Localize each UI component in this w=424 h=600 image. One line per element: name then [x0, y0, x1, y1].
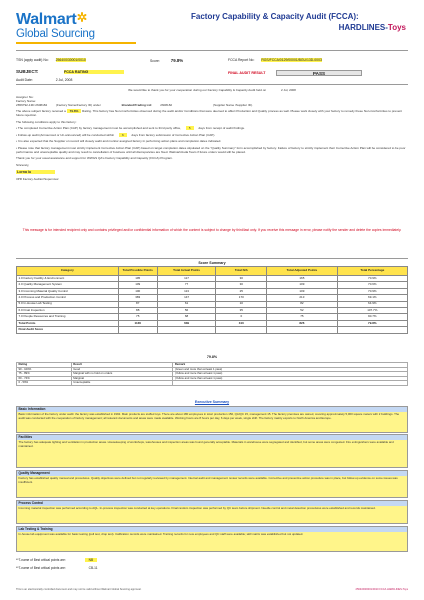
table-cell: 195 [118, 276, 157, 282]
legend-cell: Remark [173, 363, 408, 368]
tsn-row [16, 58, 86, 62]
letter-intro-row [16, 88, 408, 92]
legend-cell: (Green and more than at least 1 pass) [173, 367, 408, 372]
table-cell: 30 [216, 276, 267, 282]
table-cell: 113 [157, 288, 216, 294]
table-cell: 77 [157, 282, 216, 288]
summary-section-heading: Process Control [17, 501, 407, 506]
score-summary-title: Score Summary [198, 261, 226, 265]
table-cell: 61 [157, 301, 216, 307]
table-cell: 52 [267, 307, 337, 313]
report-no-label: FCCA Report No: [228, 58, 255, 62]
table-cell: 165 [267, 276, 337, 282]
final-result-label: FINAL AUDIT RESULT [228, 71, 266, 75]
table-cell: 64.9% [337, 301, 407, 307]
walmart-global-sourcing-logo [16, 12, 166, 44]
final-score-row [17, 327, 408, 333]
legend-body [17, 363, 408, 386]
condition-3: • It is also expected that the Supplier on record will closely audit and monitor assigned factory in performing action plans and completion dates indicated. [16, 139, 222, 143]
table-cell: 2.0 Quality Management System [17, 282, 119, 288]
legend-cell [173, 381, 408, 386]
col-header: Category [17, 267, 119, 276]
table-cell: 25 [216, 288, 267, 294]
critical-points-value: CB-11 [88, 566, 98, 570]
legend-cell: Marginal with no hold on orders [71, 372, 173, 377]
score-value: 79.8% [170, 58, 184, 63]
subject-label: SUBJECT: [16, 69, 39, 74]
overall-score: 79.8% [206, 355, 218, 359]
critical-points-row-2 [16, 566, 101, 570]
conditions-intro: The following conditions apply to this factory: [16, 119, 77, 124]
summary-section [16, 500, 408, 524]
table-cell: 7.0 People Resources and Training [17, 314, 119, 320]
assigner-row [16, 95, 408, 107]
summary-section-body: The factory has adequate lighting and ventilation in production areas. Housekeeping of workshops, warehouses and inspection areas was found generally acceptable. Materials in warehouse were segregated and identified, but some areas were congested. Fire extinguishers were available and maintained. [17, 440, 407, 468]
table-cell [157, 327, 216, 333]
legend-cell: 90 - 100% [17, 367, 72, 372]
subtitle-toys: Toys [387, 23, 406, 32]
factory-id2: 2608182 [160, 102, 173, 107]
table-cell [337, 327, 407, 333]
summary-section-body: Basic information of the factory under audit: the factory was established in 1992. Main products are stuffed toys. There are about 180 employees in total: production 150, QA/QC 15, management 15. The factory premises are owned, covering approximately 5,000 square meters with 2 buildings. The audit was conducted with the cooperation of factory management; all relevant documents and areas were made available. Working hours are 8 hours per day, 6 days per week, single shift. The factory mainly exports to North America and Europe. [17, 412, 407, 433]
summary-section-body: Incoming material inspection was performed according to AQL. In-process inspection was conducted at key operations. Final random inspection was performed by QC team before shipment. Needle control and metal detection procedures were established and records maintained. [17, 506, 407, 524]
critical-points-label: **T-name of Best critical points are: [16, 558, 66, 562]
table-cell: 109 [267, 288, 337, 294]
legend-cell: 75 - 89% [17, 372, 72, 377]
table-cell: 213 [267, 295, 337, 301]
signer-name [16, 170, 408, 174]
supplier-label: (Supplier Name /Supplier ID). [213, 102, 253, 107]
rating-legend-table [16, 362, 408, 386]
assigner-label: Assigner No: [16, 94, 34, 99]
condition-1 [16, 126, 408, 130]
table-cell [267, 327, 337, 333]
report-no-row [228, 58, 322, 62]
critical-points-row-1 [16, 558, 97, 562]
summary-section-heading: Basic Information [17, 407, 407, 412]
report-subtitle [339, 23, 406, 33]
table-cell: 0 [216, 314, 267, 320]
legend-cell: Result [71, 363, 173, 368]
logo-subtitle: Global Sourcing [16, 28, 95, 40]
table-cell: 75 [118, 314, 157, 320]
table-cell: 79.8% [337, 320, 407, 326]
table-cell: 639 [157, 320, 216, 326]
factory-brand: Branded/Trading Ltd [121, 102, 152, 107]
table-cell: 69.1% [337, 295, 407, 301]
condition-2-tail: days from factory submission of Corrective Action Plan (CAP). [131, 132, 216, 137]
col-header: Total Percentage [337, 267, 407, 276]
subject-value: FCCA RATING [64, 70, 124, 74]
summary-section-heading: Facilities [17, 435, 407, 440]
score-table-header [17, 267, 408, 276]
summary-section-heading: Lab Testing & Training [17, 527, 407, 532]
summary-section [16, 406, 408, 433]
table-cell: 56 [157, 307, 216, 313]
signer-name-text: Lorna lu [16, 170, 55, 174]
table-cell: 170 [216, 295, 267, 301]
score-table-body [17, 276, 408, 334]
table-cell: 5.0 In-House Lab Testing [17, 301, 119, 307]
factory-id-desc: (Factory Name/Factory ID) under [56, 102, 101, 107]
walmart-spark-icon [77, 12, 87, 22]
final-result-value: PASS [276, 70, 362, 76]
table-cell: 82 [267, 301, 337, 307]
logo-word: Walmart [16, 11, 77, 28]
table-cell: 107.7% [337, 307, 407, 313]
confidentiality-note: This message is for intended recipient only and contains privileged and/or confidential information of which the content is subject to change by third/last only. If you receive this message in error, please notify the sender and delete the copies immediately. [22, 228, 402, 232]
table-cell: 70.6% [337, 282, 407, 288]
tsn-label: TSN (apply audit) No: [16, 58, 49, 62]
summary-section-body: Factory has established quality manual and procedures. Quality objectives were defined but not regularly reviewed by management. Internal audit and management review records were available. Corrective and preventive action procedure was in place, but follow-up evidence on some issues was insufficient. [17, 476, 407, 498]
header [16, 10, 408, 48]
score-label: Score: [150, 59, 160, 63]
final-score-label: Final Audit Score [17, 327, 119, 333]
rating-score: 79.8% [67, 109, 82, 113]
page-footer [16, 588, 408, 591]
executive-summary-title: Executive Summary [194, 400, 230, 404]
letter-date: 2 Jul, 2008 [280, 88, 296, 92]
critical-points-value: NB [85, 558, 97, 562]
condition-4: • Please note that factory management must strictly implement Corrective Action Plan (CAP) based on target completion dates stipulated on the "Quality Summary" form accomplished by factory. Failure of factory to strictly implement their Corrective Action Plan will be considered to be poor performance and unacceptable quality and may result to cancellation of business until all discrepancies are fixed. Walmart/Asda Team if future orders would still be placed. [16, 145, 406, 154]
table-cell: 30 [216, 282, 267, 288]
table-cell: 100 [118, 288, 157, 294]
table-cell: 35 [216, 307, 267, 313]
summary-section [16, 470, 408, 498]
logo-underline [16, 42, 136, 44]
legend-cell: Marginal [71, 376, 173, 381]
table-cell: 88 [118, 307, 157, 313]
legend-cell: Unacceptable [71, 381, 173, 386]
legend-cell: (Yellow and more than at least 1 pass) [173, 372, 408, 377]
subtitle-main: HARDLINES- [338, 23, 388, 32]
table-cell: 109 [267, 282, 337, 288]
legend-row [17, 381, 408, 386]
summary-section-body: In-house lab equipment was available for basic testing (pull test, drop test). Calibration records were maintained. Training records for new employees and QC staff were available; skill matrix was established but not updated. [17, 532, 407, 552]
condition-1-tail: days from receipt of audit findings. [198, 126, 245, 130]
col-header: Total N/A [216, 267, 267, 276]
factory-ids: 2656792-13D 2608182 [16, 102, 48, 107]
condition-1-text: • The completed Corrective Action Plan (CAP) by factory management must be accomplished and sent to third party office, [16, 126, 182, 130]
rating-prefix: The above subject factory received a [16, 109, 66, 113]
rating-suffix: Rating. This factory has Non-Conformities observed during the audit and/or Conditions that were deemed to affect Production and Quality process as well. Please work closely with your factory to remedy these Non-Conformities to prevent future rejection. [16, 109, 402, 117]
report-no-value: RGS/FCCA/0129/00001/BGU/13D-0003 [261, 58, 322, 62]
letter-body [16, 88, 408, 183]
table-cell: 147 [157, 295, 216, 301]
table-cell: 4.0 Process and Production Control [17, 295, 119, 301]
table-cell [216, 327, 267, 333]
condition-2 [16, 133, 408, 137]
sincerely: Sincerely, [16, 163, 30, 167]
table-cell: Total Points [17, 320, 119, 326]
table-cell [118, 327, 157, 333]
condition-2-text: • Follow-up audit (Announced or Un-announced) will be conducted within [16, 132, 115, 137]
legend-cell: Good [71, 367, 173, 372]
table-cell: 70.9% [337, 288, 407, 294]
footer-left: This is an electronically controlled document and may not be valid without Walmart Global Sourcing approval. [16, 588, 142, 591]
table-cell: 87 [118, 301, 157, 307]
factory-name-label: Factory Name: [16, 98, 36, 103]
legend-cell: Rating [17, 363, 72, 368]
legend-cell: (Yellow and more than at least 1 pass) [173, 376, 408, 381]
table-cell: 10 [216, 301, 267, 307]
score-row [150, 58, 183, 64]
col-header: Total Possible Points [118, 267, 157, 276]
tsn-value: 2564/0030001/0010 [55, 58, 86, 62]
table-cell: 75 [267, 314, 337, 320]
table-cell: 109 [118, 282, 157, 288]
signer-title: 3PR Factory Auditor/Supervisor [16, 176, 59, 181]
legend-cell: 60 - 74% [17, 376, 72, 381]
table-cell: 6.0 Final Inspection [17, 307, 119, 313]
table-cell: 70.9% [337, 276, 407, 282]
critical-points-label: **T-name of Best critical points are: [16, 566, 66, 570]
legend-cell: 0 - 59% [17, 381, 72, 386]
table-cell: 90.7% [337, 314, 407, 320]
summary-section [16, 526, 408, 552]
summary-section [16, 434, 408, 468]
table-cell: 310 [216, 320, 267, 326]
table-cell: 1136 [118, 320, 157, 326]
col-header: Total Actual Points [157, 267, 216, 276]
table-cell: 826 [267, 320, 337, 326]
rating-paragraph [16, 109, 408, 117]
table-cell: 1.0 Factory Facility & Environment [17, 276, 119, 282]
summary-section-heading: Quality Management [17, 471, 407, 476]
score-summary-table [16, 266, 408, 334]
table-cell: 383 [118, 295, 157, 301]
condition-2-days: 6 [119, 133, 127, 137]
table-cell: 68 [157, 314, 216, 320]
condition-1-days: 5 [186, 126, 194, 130]
table-cell: 3.0 Incoming Material Quality Control [17, 288, 119, 294]
audit-date-row [16, 78, 72, 82]
report-title: Factory Capability & Capacity Audit (FCCA): [191, 12, 359, 21]
letter-intro: We would like to thank you for your cooperation during our Factory Capability & Capacity Audit held on [128, 88, 267, 92]
footer-right: 2564/0030001/0010 FCCA HARDLINES-Toys [355, 588, 408, 591]
col-header: Total Adjusted Points [267, 267, 337, 276]
thanks-line: Thank you for your usual assistance and support for WWGS QA's Factory Capability and Capacity (FCCA) Program. [16, 156, 173, 160]
table-cell: 117 [157, 276, 216, 282]
audit-date-label: Audit Date: [16, 78, 33, 82]
audit-date-value: 2 Jul, 2008 [55, 78, 73, 82]
